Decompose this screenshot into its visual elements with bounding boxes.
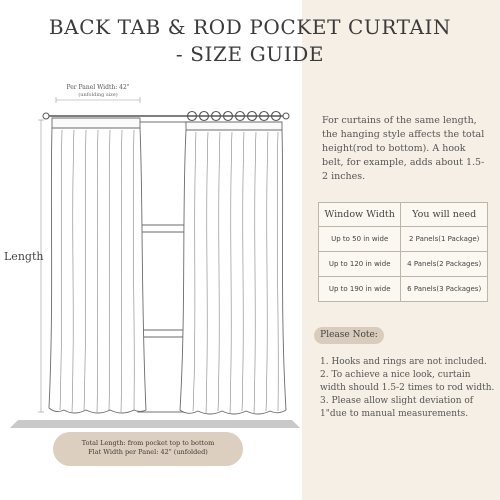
size-table — [318, 202, 488, 302]
title-line-2: - SIZE GUIDE — [175, 42, 325, 66]
window-width-cell: Up to 190 in wide — [319, 277, 401, 302]
flat-width-line: Flat Width per Panel: 42" (unfolded) — [88, 448, 208, 456]
window-width-cell: Up to 50 in wide — [319, 227, 401, 252]
title-line-1: BACK TAB & ROD POCKET CURTAIN — [48, 15, 452, 39]
panels-needed-cell: 6 Panels(3 Packages) — [401, 277, 488, 302]
total-length-note — [53, 432, 243, 466]
table-row — [319, 227, 488, 252]
right-curtain-panel — [180, 122, 286, 414]
length-dimension — [38, 120, 44, 412]
panel-width-sublabel: (unfolding size) — [78, 92, 118, 98]
note-item: 1. Hooks and rings are not included. — [320, 357, 487, 367]
header-you-will-need: You will need — [401, 203, 488, 227]
notes-list — [320, 356, 496, 421]
table-row — [319, 277, 488, 302]
table-row — [319, 252, 488, 277]
total-length-line: Total Length: from pocket top to bottom — [81, 439, 215, 447]
note-item: 2. To achieve a nice look, curtain width should 1.5-2 times to rod width. — [320, 370, 495, 393]
length-label: Length — [4, 250, 44, 263]
header-window-width: Window Width — [319, 203, 401, 227]
panels-needed-cell: 2 Panels(1 Package) — [401, 227, 488, 252]
window-width-cell: Up to 120 in wide — [319, 252, 401, 277]
panels-needed-cell: 4 Panels(2 Packages) — [401, 252, 488, 277]
please-note-badge: Please Note: — [314, 327, 384, 344]
table-header-row — [319, 203, 488, 227]
left-curtain-panel — [49, 118, 146, 413]
panel-width-label: Per Panel Width: 42" — [66, 84, 130, 91]
hanging-style-description: For curtains of the same length, the hanging style affects the total height(rod to bottom). A hook belt, for example, adds about 1.5-2 inches. — [322, 115, 485, 182]
floor-shadow — [10, 420, 300, 428]
note-item: 3. Please allow slight deviation of 1"due to manual measurements. — [320, 396, 474, 419]
